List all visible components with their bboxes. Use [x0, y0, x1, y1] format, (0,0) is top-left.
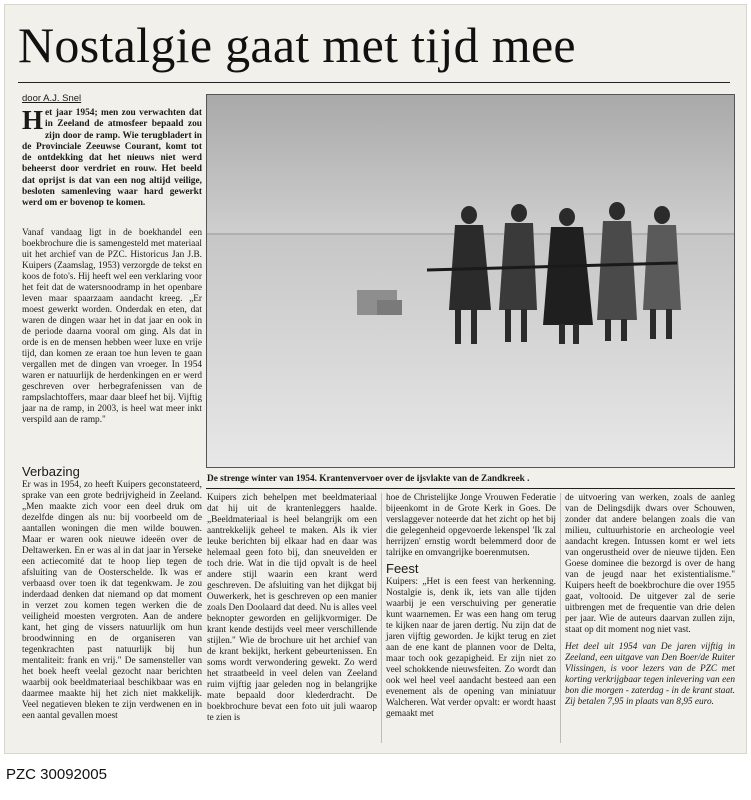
column-divider	[381, 493, 382, 743]
headline: Nostalgie gaat met tijd mee	[18, 17, 576, 73]
article-photo	[206, 94, 735, 468]
intro-paragraph	[22, 105, 202, 210]
subhead-verbazing: Verbazing	[22, 464, 80, 479]
drop-cap: H	[22, 105, 44, 135]
photo-caption: De strenge winter van 1954. Krantenvervoer over de ijsvlakte van de Zandkreek .	[207, 474, 530, 484]
intro-text: et jaar 1954; men zou verwachten dat in Zeeland de atmosfeer bepaald zou zijn door de ramp. Wie terugbladert in de Provinciale Zeeuwse Courant, komt tot de ontdekking dat het nieuws niet werd beheerst door verdriet en rouw. Het beeld dat oprijst is dat van een nog altijd veilige, besloten samenleving waar hard gewerkt werd om er bovenop te komen.	[22, 108, 202, 209]
byline: door A.J. Snel	[22, 93, 82, 104]
source-label: PZC 30092005	[6, 766, 107, 783]
body-column-1b: Er was in 1954, zo heeft Kuipers geconstateerd, sprake van een grote bedrijvigheid in Zeeland. „Men maakte zich voor een deel druk om dezelfde dingen als nu: bij voorbeeld om de aantallen woningen die men wilde bouwen. Maar er waren ook nieuwe ideeën over de Deltawerken. En er was al in dat jaar in Yerseke een actiecomité dat te hoop liep tegen de afsluiting van de Oosterschelde. Ik was er verbaasd over toen ik dat tegenkwam. Je zou inderdaad denken dat niemand op dat moment in verzet zou komen tegen werken die de veiligheid moesten vergroten. Aan de andere kant, het ging de vissers natuurlijk om hun broodwinning en de organiseren van tegenkrachten past natuurlijk bij hun mentaliteit: frank en vrij." De samensteller van het boek heeft veelal gezocht naar berichten waarbij ook beeldmateriaal beschikbaar was en daarmee maakte hij het zich niet makkelijk. Veel negatieven bleken te zijn verdwenen en in een aantal gevallen moest	[22, 480, 202, 721]
body-column-3a: hoe de Christelijke Jonge Vrouwen Federatie bijeenkomt in de Grote Kerk in Goes. De verslaggever noteerde dat het zicht op het bij die gelegenheid opgevoerde lekenspel 'Ik zal herrijzen' ernstig wordt belemmerd door de talrijke en omvangrijke boerenmutsen.	[386, 493, 556, 558]
body-column-3	[386, 493, 556, 720]
column-divider	[560, 493, 561, 743]
body-column-4a: de uitvoering van werken, zoals de aanleg van de Delingsdijk dwars over Schouwen, zonder dat andere belangen zoals die van milieu, cultuurhistorie en archeologie veel aandacht kregen. Intussen komt er wel iets van ongerustheid over de nieuwe tijden. Een Goese dominee die bezorgd is over de hang van de jeugd naar het existentialisme." Kuipers heeft de boekbrochure die over 1955 gaat, voltooid. De uitgever zal de serie uitbrengen met de frequentie van drie delen per jaar. Wie de auteurs daarvan zullen zijn, staat op dit moment nog niet vast.	[565, 493, 735, 635]
purchase-note: Het deel uit 1954 van De jaren vijftig in Zeeland, een uitgave van Den Boer/de Ruiter Vlissingen, is voor lezers van de PZC met korting verkrijgbaar tegen inlevering van een bon die morgen - zaterdag - in de krant staat. Zij betalen 7,95 in plaats van 8,95 euro.	[565, 642, 735, 707]
subhead-feest: Feest	[386, 561, 419, 576]
body-column-4	[565, 493, 735, 708]
verbazing-section	[22, 462, 202, 722]
body-column-3b: Kuipers: „Het is een feest van herkenning. Nostalgie is, denk ik, iets van alle tijden waarbij je een verschuiving per generatie kunt waarnemen. Er was een hang om terug te kijken naar de jaren dertig. Nu zijn dat de jaren vijftig geworden. Je kijkt terug en ziet aan de ene kant de plannen voor de Delta, maar toch ook gezapigheid. Er zijn niet zo veel schokkende nieuwsfeiten. Zo wordt dan ook wel heel veel aandacht besteed aan een evenement als de opening van miniatuur Walcheren. Wat verder opvalt: er wordt haast gemaakt met	[386, 577, 556, 719]
body-column-1: Vanaf vandaag ligt in de boekhandel een boekbrochure die is samengesteld met materiaal uit het archief van de PZC. Historicus Jan J.B. Kuipers (Zaamslag, 1953) verzorgde de tekst en koos de foto's. Hij heeft wel een verklaring voor het feit dat de watersnoodramp in het openbare leven maar spaarzaam aandacht kreeg. „Er moest gewerkt worden. Onderdak en eten, dat waren de dingen waar het in dat jaar en ook in de periode daarna vooral om ging. Als dat in orde is en de mensen hebben weer luxe en vrije tijd, dan komen ze eraan toe hun leven te gaan vergallen met de dingen van vroeger. In 1954 waren er natuurlijk de herdenkingen en er werd geschreven over herbegrafenissen van de rampslachtoffers, maar daar bleef het bij. Vijftig jaar na de ramp, in 2003, is heel wat meer inkt verspild aan de ramp."	[22, 228, 202, 425]
caption-rule	[206, 488, 735, 489]
headline-rule	[18, 82, 730, 83]
body-column-2: Kuipers zich behelpen met beeldmateriaal dat hij uit de krantenleggers haalde. „Beeldmateriaal is heel belangrijk om een aantrekkelijk geheel te maken. Als ik vier leuke berichten bij elkaar had en daar was helemaal geen foto bij, dan sneuvelden er toch drie. Wat in die tijd opvalt is de heel andere stijl waarin een krant werd geschreven. De afsluiting van het dijkgat bij Ouwerkerk, het is geschreven op een manier zoals Den Doolaard dat deed. Nu is alles veel beknopter geworden en gelijkvormiger. De krant kende destijds veel meer verschillende stijlen." Wie de brochure uit het archief van de krant bekijkt, herkent gebeurtenissen. En soms wordt verwondering gewekt. Zo werd het straatbeeld in veel delen van Zeeland ruim vijftig jaar geleden nog in belangrijke mate bepaald door klederdracht. De boekbrochure bevat een foto uit juli waarop te zien is	[207, 493, 377, 723]
